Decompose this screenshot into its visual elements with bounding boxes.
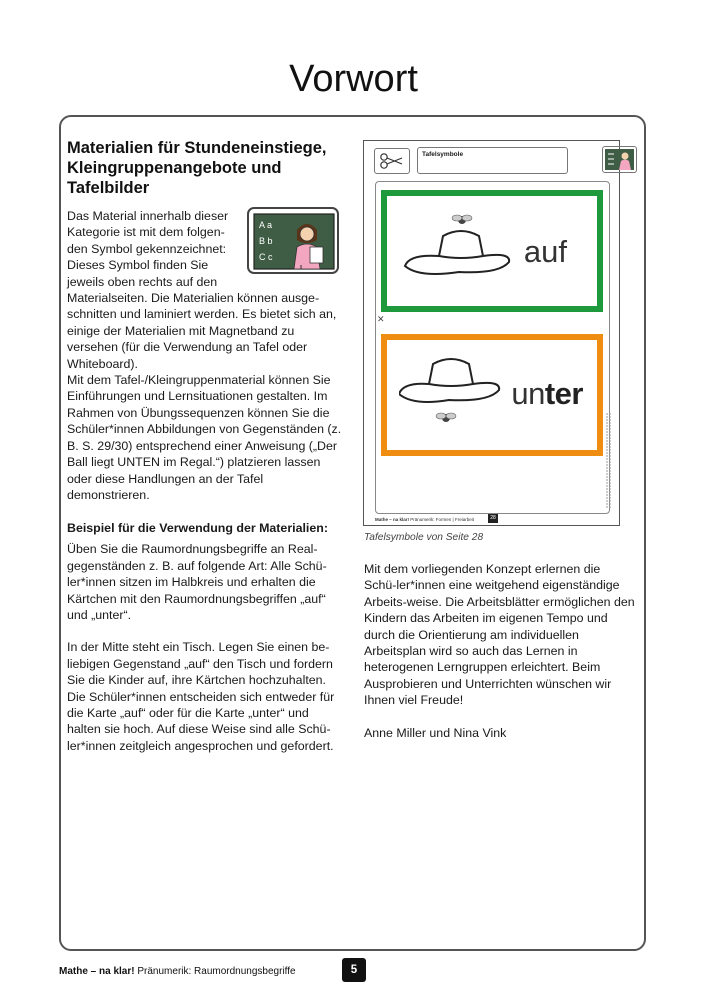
hat-with-fly-below-icon <box>399 354 509 434</box>
intro-line: Das Material innerhalb dieser <box>67 209 229 223</box>
preview-footer-brand: Mathe – na klar! <box>375 517 410 522</box>
preview-header <box>364 141 619 181</box>
mini-board-symbol-icon <box>602 146 637 173</box>
cards-area <box>375 181 610 514</box>
page-footer <box>59 966 296 977</box>
right-column <box>364 561 636 741</box>
page-title: Vorwort <box>289 58 418 100</box>
preview-footer <box>375 517 474 522</box>
word-unter <box>511 376 583 412</box>
intro-line: Kategorie ist mit dem folgen- <box>67 225 225 240</box>
intro-block <box>67 208 342 290</box>
paragraph-tafel: Mit dem Tafel-/Kleingruppenmaterial können Sie Einführungen und Lernsituationen gestalten. Im Rahmen von Übungssequenzen können Sie die Schüler*innen Abbildungen von Gegenständen (z. B. S. 29/30) entsprechend einer Anweisung („Der Ball liegt UNTEN im Regal.“) platzieren lassen oder diese Handlungen an der Tafel demonstrieren. <box>67 373 342 502</box>
board-letters-2: B b <box>259 236 273 246</box>
intro-line: jeweils oben rechts auf den <box>67 274 218 289</box>
copyright-vertical-text <box>604 411 614 511</box>
left-column <box>67 138 342 754</box>
intro-line: Dieses Symbol finden Sie <box>67 258 209 273</box>
cut-mark-icon: ✕ <box>377 314 385 324</box>
authors: Anne Miller und Nina Vink <box>364 725 507 740</box>
scissors-icon <box>374 148 410 174</box>
footer-subtitle: Pränumerik: Raumordnungsbegriffe <box>134 966 296 977</box>
hat-with-fly-on-top-icon <box>399 208 519 288</box>
board-letters-3: C c <box>259 252 273 262</box>
preview-page-number: 28 <box>488 514 498 523</box>
paragraph-example-2: In der Mitte steht ein Tisch. Legen Sie einen be-liebigen Gegenstand „auf“ den Tisch und fordern Sie die Kinder auf, ihre Kärtchen hochzuhalten. Die Schüler*innen entscheiden sich entweder für die Karte „auf“ oder für die Karte „unter“ und halten sie hoch. Auf diese Weise sind alle Schü-ler*innen zeitgleich angesprochen und gefordert. <box>67 640 335 753</box>
paragraph-materials: Materialseiten. Die Materialien können ausge-schnitten und laminiert werden. Es bietet sich an, einige der Materialien mit Magnetband zu versehen (für die Verwendung an Tafel oder Whiteboard). <box>67 291 337 371</box>
preview-caption: Tafelsymbole von Seite 28 <box>364 532 484 543</box>
page-number: 5 <box>342 958 366 982</box>
intro-line: den Symbol gekennzeichnet: <box>67 241 227 256</box>
paragraph-concept: Mit dem vorliegenden Konzept erlernen die Schü-ler*innen eine weitgehend eigenständige Arbeits-weise. Die Arbeitsblätter ermöglichen den Kindern das Arbeiten im eigenen Tempo und durch die Orientierung am individuellen Arbeitsplan wird so auch das Lernen in heterogenen Lerngruppen erleichtert. Beim Ausprobieren und Unterrichten wünschen wir Ihnen viel Freude! <box>364 562 635 708</box>
card-auf <box>381 190 603 312</box>
example-subheading: Beispiel für die Verwendung der Materialien: <box>67 521 328 536</box>
footer-brand: Mathe – na klar! <box>59 966 135 977</box>
word-auf: auf <box>523 234 567 269</box>
worksheet-preview <box>363 140 620 526</box>
preview-footer-text: Pränumerik: Formen | Freiarbeit <box>409 517 474 522</box>
word-unter-part2: ter <box>544 376 583 411</box>
card-unter <box>381 334 603 456</box>
paragraph-example-1: Üben Sie die Raumordnungsbegriffe an Real-gegenständen z. B. auf folgende Art: Alle Schü-ler*innen sitzen im Halbkreis und erhalten die Kärtchen mit den Raumordnungsbegriffen „auf“ und „unter“. <box>67 542 327 622</box>
preview-label: Tafelsymbole <box>417 147 568 174</box>
board-letters-1: A a <box>259 220 273 230</box>
word-unter-part1: un <box>511 376 545 411</box>
section-heading: Materialien für Stundeneinstiege, Kleingruppenangebote und Tafelbilder <box>67 139 327 197</box>
teacher-board-symbol-icon <box>247 207 339 274</box>
